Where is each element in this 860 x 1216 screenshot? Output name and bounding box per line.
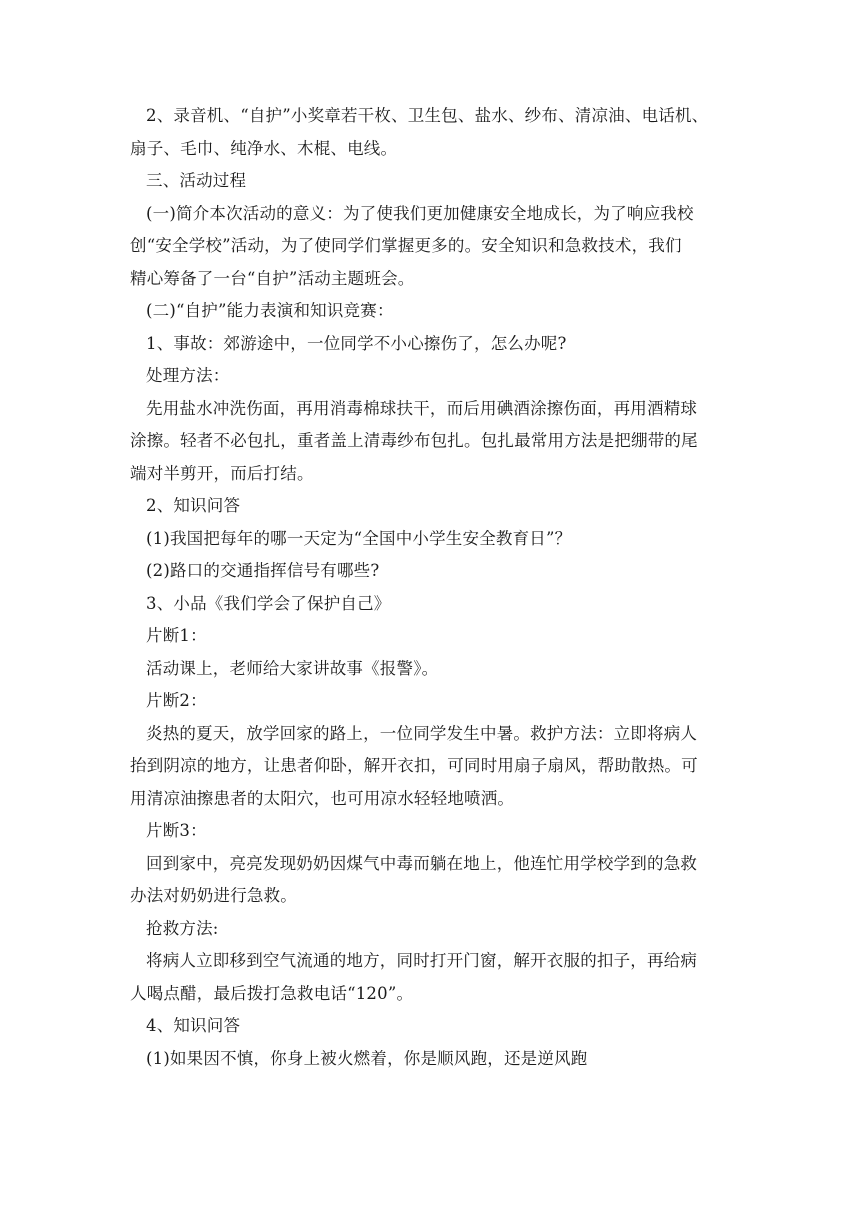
text-line: 处理方法： (146, 366, 230, 385)
text-line: 三、活动过程 (146, 171, 247, 190)
text-line: 片断1： (146, 626, 207, 645)
text-line: 抢救方法: (146, 918, 219, 938)
text-line: 办法对奶奶进行急救。 (130, 886, 297, 905)
text-line: 扇子、毛巾、纯净水、木棍、电线。 (130, 138, 398, 158)
text-line: 端对半剪开，而后打结。 (130, 463, 314, 483)
text-line: 2、知识问答 (146, 496, 241, 515)
text-line: (一)简介本次活动的意义：为了使我们更加健康安全地成长，为了响应我校 (146, 203, 694, 223)
text-line: 人喝点醋，最后拨打急救电话“120”。 (130, 983, 414, 1003)
text-line: 创“安全学校”活动，为了使同学们掌握更多的。安全知识和急救技术，我们 (130, 236, 682, 255)
text-line: 回到家中，亮亮发现奶奶因煤气中毒而躺在地上，他连忙用学校学到的急救 (146, 853, 698, 873)
text-line: 先用盐水冲洗伤面，再用消毒棉球扶干，而后用碘酒涂擦伤面，再用酒精球 (146, 398, 698, 418)
text-line: (2)路口的交通指挥信号有哪些? (146, 561, 380, 580)
text-line: (二)“自护”能力表演和知识竞赛： (146, 301, 394, 320)
text-line: (1)我国把每年的哪一天定为“全国中小学生安全教育日”？ (146, 528, 572, 548)
text-line: 涂擦。轻者不必包扎，重者盖上清毒纱布包扎。包扎最常用方法是把绷带的尾 (130, 431, 698, 450)
text-line: 精心筹备了一台“自护”活动主题班会。 (130, 268, 415, 288)
text-line: 用清凉油擦患者的太阳穴，也可用凉水轻轻地喷洒。 (130, 788, 515, 808)
text-line: 炎热的夏天，放学回家的路上，一位同学发生中暑。救护方法：立即将病人 (146, 723, 698, 743)
text-line: 3、小品《我们学会了保护自己》 (146, 593, 391, 613)
text-line: 4、知识问答 (146, 1016, 241, 1035)
text-line: (1)如果因不慎，你身上被火燃着，你是顺风跑，还是逆风跑 (146, 1048, 588, 1068)
text-line: 片断3： (146, 821, 207, 840)
text-line: 活动课上，老师给大家讲故事《报警》。 (146, 658, 439, 678)
text-line: 1、事故：郊游途中，一位同学不小心擦伤了，怎么办呢? (146, 333, 567, 353)
text-line: 2、录音机、“自护”小奖章若干枚、卫生包、盐水、纱布、清凉油、电话机、 (146, 106, 709, 125)
text-line: 将病人立即移到空气流通的地方，同时打开门窗，解开衣服的扣子，再给病 (146, 951, 698, 970)
text-line: 片断2： (146, 691, 207, 710)
document-body (130, 100, 750, 1075)
text-line: 抬到阴凉的地方，让患者仰卧，解开衣扣，可同时用扇子扇风，帮助散热。可 (130, 756, 698, 775)
